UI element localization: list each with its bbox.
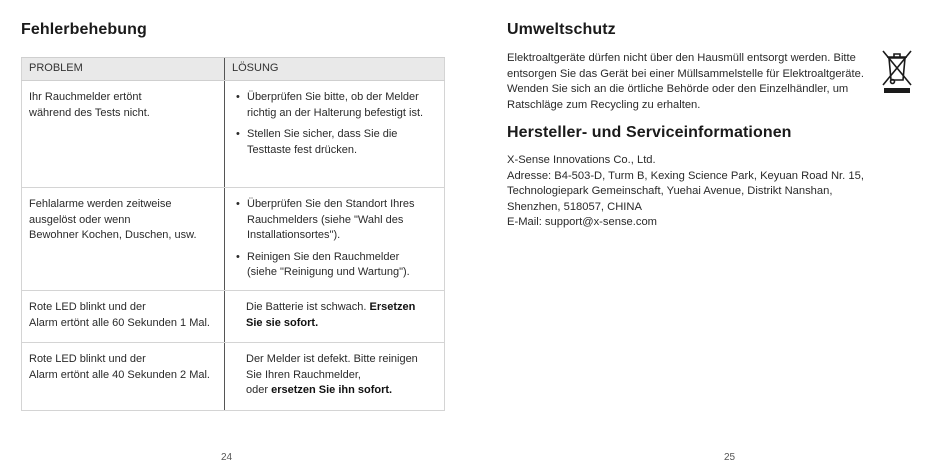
table-row <box>22 81 445 188</box>
list-item: • Reinigen Sie den Rauchmelder (siehe "Reinigung und Wartung"). <box>236 250 410 278</box>
list-item: • Stellen Sie sicher, dass Sie die Testtaste fest drücken. <box>236 128 398 156</box>
list-item: • Überprüfen Sie den Standort Ihres Rauchmelders (siehe "Wahl des Installationsortes"). <box>236 198 415 241</box>
table-header-row <box>22 58 445 81</box>
solution-cell <box>225 188 445 291</box>
solution-cell <box>225 81 445 188</box>
right-page <box>475 0 950 467</box>
problem-cell: Rote LED blinkt und der Alarm ertönt alle 60 Sekunden 1 Mal. <box>22 291 225 343</box>
problem-cell: Ihr Rauchmelder ertönt während des Tests nicht. <box>22 81 225 188</box>
email-text: E-Mail: support@x-sense.com <box>507 216 658 228</box>
environment-text: Elektroaltgeräte dürfen nicht über den Hausmüll entsorgt werden. Bitte entsorgen Sie das Gerät bei einer Müllsammelstelle für Elektroaltgeräte. Wenden Sie sich an die örtliche Behörde oder den Einzelhändler, um Ratschläge zum Recycling zu erhalten. <box>507 52 864 111</box>
page-number: 25 <box>724 452 736 463</box>
table-row <box>22 291 445 343</box>
heading-manufacturer-service: Hersteller- und Serviceinformationen <box>507 124 792 141</box>
page-number: 24 <box>221 452 233 463</box>
crossed-out-wheelie-bin-icon <box>880 48 914 94</box>
table-row <box>22 343 445 411</box>
column-header-problem: PROBLEM <box>22 58 225 81</box>
problem-cell: Rote LED blinkt und der Alarm ertönt alle 40 Sekunden 2 Mal. <box>22 343 225 411</box>
table-row <box>22 188 445 291</box>
solution-cell: Die Batterie ist schwach. Ersetzen Sie sie sofort. <box>225 291 445 343</box>
heading-environment: Umweltschutz <box>507 21 616 38</box>
troubleshooting-table <box>21 57 445 411</box>
manufacturer-info: X-Sense Innovations Co., Ltd. Adresse: B4-503-D, Turm B, Kexing Science Park, Keyuan Road Nr. 15, Technologiepark Gemeinschaft, Yuehai Avenue, Distrikt Nanshan, Shenzhen, 518057, CHINA E-Mail: support@x-sense.com <box>507 153 864 231</box>
solution-cell: Der Melder ist defekt. Bitte reinigen Sie Ihren Rauchmelder, oder ersetzen Sie ihn sofort. <box>225 343 445 411</box>
list-item: • Überprüfen Sie bitte, ob der Melder richtig an der Halterung befestigt ist. <box>236 91 424 119</box>
problem-cell: Fehlalarme werden zeitweise ausgelöst oder wenn Bewohner Kochen, Duschen, usw. <box>22 188 225 291</box>
column-header-solution: LÖSUNG <box>225 58 445 81</box>
page-heading-troubleshooting: Fehlerbehebung <box>21 21 147 38</box>
